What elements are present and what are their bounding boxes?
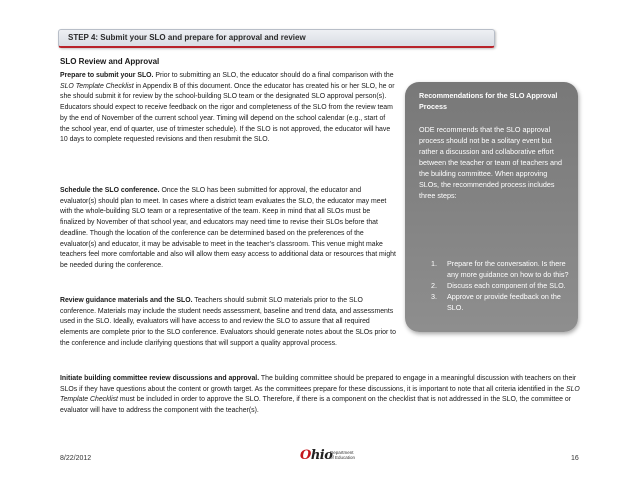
list-item (419, 291, 569, 313)
sidebar-body: ODE recommends that the SLO approval process should not be a solitary event but rather a discussion and collaborative effort between the teacher or team of teachers and the building committee. When approving SLOs, the recommended process includes three steps: (419, 125, 563, 200)
list-item-text: Discuss each component of the SLO. (447, 281, 566, 290)
paragraph-italic: SLO Template Checklist (60, 82, 134, 90)
list-item-number: 1. (431, 259, 437, 268)
list-item (419, 280, 569, 291)
paragraph-text: must be included in order to approve the SLO. Therefore, if there is a component on the checklist that is not addressed in the SLO, the committee or evaluator will have to address the component with the teacher(s). (60, 396, 571, 415)
paragraph-italic: SLO Template Checklist (60, 385, 580, 404)
list-item-number: 2. (431, 281, 437, 290)
paragraph-lead: Schedule the SLO conference. (60, 187, 160, 194)
paragraph-lead: Prepare to submit your SLO. (60, 72, 154, 79)
sidebar-steps-list (419, 258, 569, 313)
paragraph-schedule-conference (60, 186, 396, 272)
logo-hio: hio (310, 448, 333, 463)
recommendations-sidebar (405, 82, 578, 332)
paragraph-lead: Initiate building committee review discussions and approval. (60, 375, 260, 382)
ohio-department-logo (300, 448, 360, 466)
logo-department-text (330, 450, 370, 460)
section-title: SLO Review and Approval (60, 57, 160, 66)
list-item-text: Approve or provide feedback on the SLO. (447, 292, 561, 312)
logo-dept-line2: of Education (330, 455, 356, 460)
footer-date: 8/22/2012 (60, 455, 92, 462)
paragraph-text: Once the SLO has been submitted for approval, the educator and evaluator(s) should plan to meet. In cases where a district team evaluates the SLO, the educator may meet with the whole-building SLO team or a representative of the team. Keep in mind that all SLOs must be finalized by November of that school year, and educators may need time to revise their SLOs before that deadline. Though the location of the conference can be determined based on the preferences of the evaluator(s) and educator, it may be advisable to meet in the teacher’s classroom. This venue might make teachers feel more comfortable and also will allow them easy access to additional data or resources that might be needed during the conference. (60, 187, 396, 269)
logo-dept-line1: Department (330, 450, 354, 455)
step-banner-text: STEP 4: Submit your SLO and prepare for approval and review (68, 33, 306, 42)
list-item-text: Prepare for the conversation. Is there any more guidance on how to do this? (447, 259, 569, 279)
paragraph-text: Prior to submitting an SLO, the educator should do a final comparison with the (153, 72, 394, 79)
paragraph-initiate-review (60, 374, 590, 417)
page-number: 16 (571, 455, 579, 462)
sidebar-title: Recommendations for the SLO Approval Process (419, 91, 558, 111)
list-item (419, 258, 569, 280)
logo-o: O (300, 448, 311, 463)
paragraph-text: Teachers should submit SLO materials prior to the SLO conference. Materials may include the student needs assessment, baseline and trend data, and assessments used in the SLO. Ideally, evaluators will have access to and review the SLO to assure that all required elements are complete prior to the SLO conference. Evaluators should generate notes about the SLOs prior to the conference and include clarifying questions that will support a quality approval process. (60, 297, 396, 347)
logo-wordmark (300, 448, 332, 463)
paragraph-review-guidance (60, 296, 396, 350)
paragraph-lead: Review guidance materials and the SLO. (60, 297, 193, 304)
paragraph-text: in Appendix B of this document. Once the educator has created his or her SLO, he or she should submit it for review by the school-building SLO team or the designated SLO approval person(s). Educators should expect to receive feedback on the rigor and completeness of the SLO from the review team by the end of November of the current school year. Timing will depend on the school calendar (e.g., start of the school year, end of quarter, use of trimester schedule). If the SLO is not approved, the educator will have 10 days to complete requested revisions and then resubmit the SLO. (60, 82, 395, 144)
paragraph-prepare-submit (60, 71, 396, 146)
step-banner (58, 29, 495, 48)
list-item-number: 3. (431, 292, 437, 301)
paragraph-text: The building committee should be prepared to engage in a meaningful discussion with teachers on their SLOs if they have questions about the content or growth target. As the committees prepare for these discussions, it is important to note that all criteria identified in the (60, 375, 577, 393)
